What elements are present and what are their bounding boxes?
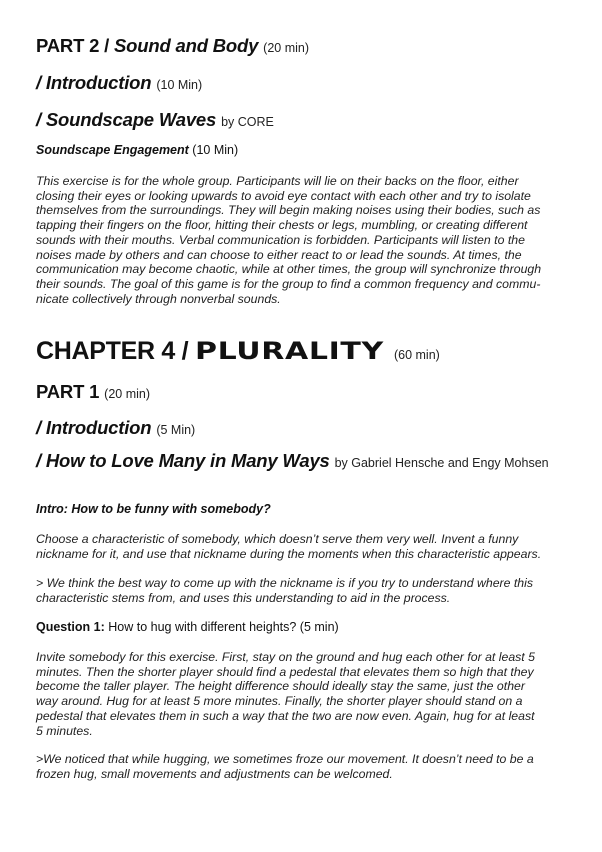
part2-duration: (20 min) (263, 41, 310, 55)
soundscape-title: / Soundscape Waves (36, 109, 217, 130)
paragraph-line: minutes. Then the shorter player should find a pedestal that elevates them so high that they (36, 664, 534, 679)
paragraph-line: > We think the best way to come up with the nickname is if you try to understand where this (36, 576, 534, 590)
love-paragraph-3 (36, 650, 576, 738)
question1 (36, 620, 339, 634)
paragraph-line: characteristic stems from, and uses this understanding to aid in the process. (36, 590, 451, 605)
chapter4-label: CHAPTER 4 / (36, 337, 189, 365)
paragraph-line: >We noticed that while hugging, we sometimes froze our movement. It doesn’t need to be a (36, 752, 534, 766)
paragraph-line: communication may become chaotic, while at other times, the group will synchronize through (36, 262, 542, 277)
paragraph-line: pedestal that elevates them in such a way that the two are now even. Again, hug for at least (36, 708, 535, 723)
intro2-title: / Introduction (36, 417, 152, 438)
paragraph-line: themselves from the surroundings. They will begin making noises using their bodies, such as (36, 203, 541, 218)
paragraph-line: Choose a characteristic of somebody, which doesn’t serve them very well. Invent a funny (36, 532, 519, 546)
part1-title: PART 1 (36, 381, 100, 402)
question1-label: Question 1: (36, 620, 105, 634)
chapter4-heading (36, 337, 440, 366)
love-paragraph-2 (36, 576, 576, 605)
soundscape-subheading (36, 143, 238, 157)
soundscape-author: by CORE (221, 115, 274, 129)
paragraph-line: way around. Hug for at least 5 more minutes. Finally, the shorter player should stand on a (36, 694, 523, 709)
paragraph-line: become the taller player. The height difference should ideally stay the same, just the other (36, 679, 525, 694)
paragraph-line: nicate collectively through nonverbal sounds. (36, 291, 281, 306)
love-paragraph-4 (36, 752, 576, 781)
intro2-heading (36, 417, 195, 439)
paragraph-line: closing their eyes or looking upwards to avoid eye contact with each other and try to isolate (36, 188, 531, 203)
paragraph-line: tapping their fingers on the floor, hitting their chests or legs, mumbling, or creating different (36, 218, 528, 233)
intro1-title: / Introduction (36, 72, 152, 93)
paragraph-line: 5 minutes. (36, 723, 93, 738)
love-intro-subheading (36, 502, 271, 516)
part1-heading (36, 381, 150, 403)
soundscape-paragraph (36, 174, 576, 306)
paragraph-line: their sounds. The goal of this game is for the group to find a common frequency and commu- (36, 276, 541, 291)
paragraph-line: This exercise is for the whole group. Participants will lie on their backs on the floor, either (36, 174, 519, 188)
love-title: / How to Love Many in Many Ways (36, 450, 330, 471)
soundscape-heading (36, 109, 274, 131)
part1-duration: (20 min) (104, 387, 151, 401)
paragraph-line: nickname for it, and use that nickname during the moments when this characteristic appears. (36, 546, 542, 561)
part2-heading (36, 35, 309, 57)
soundscape-subtitle: Soundscape Engagement (36, 143, 189, 157)
paragraph-line: noises made by others and can choose to either react to or lead the sounds. At times, the (36, 247, 522, 262)
chapter4-title: PLURALITY (194, 337, 384, 365)
intro1-duration: (10 Min) (156, 78, 203, 92)
chapter4-duration: (60 min) (393, 348, 440, 362)
love-paragraph-1 (36, 532, 576, 561)
love-intro-heading: Intro: How to be funny with somebody? (36, 502, 271, 516)
part2-title: Sound and Body (114, 35, 259, 56)
intro2-duration: (5 Min) (156, 423, 196, 437)
question1-text: How to hug with different heights? (5 min) (108, 620, 339, 634)
paragraph-line: Invite somebody for this exercise. First, stay on the ground and hug each other for at least 5 (36, 650, 535, 664)
love-heading (36, 450, 576, 471)
paragraph-line: frozen hug, small movements and adjustments can be welcomed. (36, 766, 393, 781)
intro1-heading (36, 72, 202, 94)
paragraph-line: sounds with their mouths. Verbal communication is forbidden. Participants will listen to the (36, 232, 525, 247)
part2-label: PART 2 / (36, 35, 115, 56)
soundscape-sub-duration: (10 Min) (192, 143, 239, 157)
love-authors: by Gabriel Hensche and Engy Mohsen (334, 456, 549, 470)
